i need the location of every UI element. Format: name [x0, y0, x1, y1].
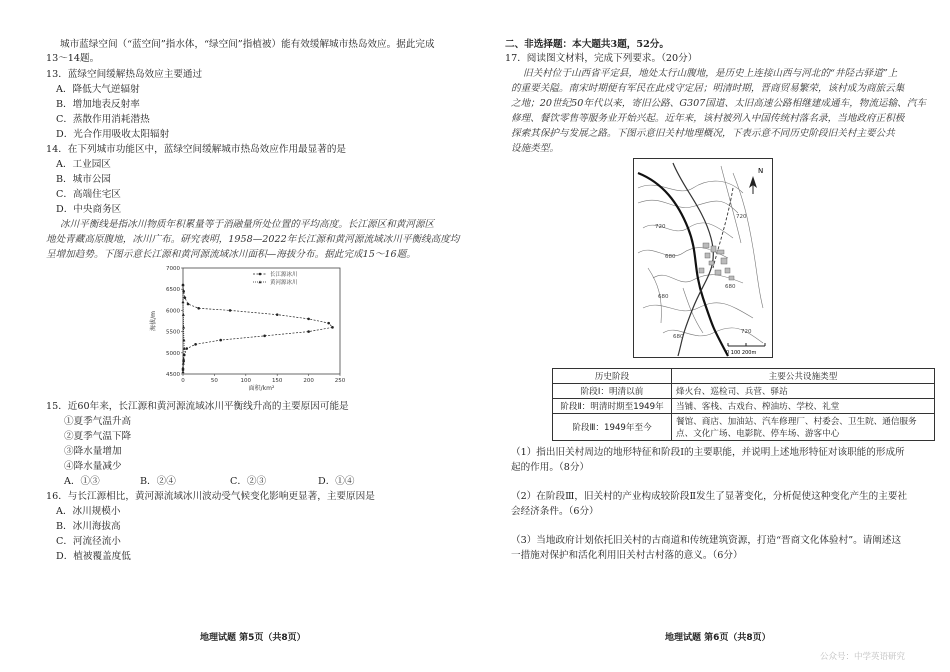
contour-label: 720 — [741, 329, 752, 335]
passage-line: 冰川平衡线是指冰川物质年积累量等于消融量所处位置的平均高度。长江源区和黄河源区 — [60, 219, 435, 230]
y-tick-label: 6500 — [166, 287, 180, 294]
passage-line: 之地；20世纪50年代以来，寄旧公路、G307国道、太旧高速公路相继建成通车，物流运输、汽车 — [511, 98, 926, 109]
q15-item: ③降水量增加 — [64, 446, 122, 457]
q17-sub2: （2）在阶段Ⅲ，旧关村的产业构成较阶段Ⅱ发生了显著变化，分析促使这种变化产生的主要社 — [511, 491, 908, 502]
intro-line: 城市蓝绿空间（“蓝空间”指水体，“绿空间”指植被）能有效缓解城市热岛效应。据此完成 — [60, 39, 435, 50]
watermark: 公众号：中学英语研究 — [820, 652, 906, 662]
contour-label: 720 — [655, 224, 666, 230]
public-facilities-table — [552, 368, 935, 441]
x-axis-label: 面积/km² — [248, 385, 275, 392]
x-tick-label: 200 — [303, 378, 314, 384]
data-point — [182, 300, 185, 303]
data-point — [187, 303, 190, 306]
legend-marker — [259, 273, 262, 276]
q17-sub3: 一措施对保护和活化利用旧关村古村落的意义。（6分） — [511, 550, 743, 561]
contour-label: 680 — [725, 284, 736, 290]
q14-option: B．城市公园 — [56, 174, 112, 185]
data-point — [331, 326, 334, 329]
data-point — [263, 335, 266, 338]
q13-option: C．蒸散作用消耗潜热 — [56, 114, 150, 125]
q15-option: C．②③ — [230, 476, 267, 487]
scale-label: 0 100 200m — [726, 350, 757, 356]
data-point — [182, 358, 185, 361]
glacier-area-elevation-chart — [145, 262, 355, 392]
legend-label: 长江源冰川 — [270, 272, 298, 278]
facilities-cell: 当铺、客栈、古戏台、榨油坊、学校、礼堂 — [672, 399, 935, 414]
data-point — [184, 296, 187, 299]
y-axis-label: 海拔/m — [150, 311, 157, 331]
table-row — [553, 399, 935, 414]
passage-line: 探索其保护与发展之路。下图示意旧关村地理概况，下表示意不同历史阶段旧关村主要公共 — [511, 128, 895, 139]
section-title: 二、非选择题：本大题共3题，52分。 — [505, 39, 669, 50]
data-point — [182, 366, 185, 369]
x-tick-label: 100 — [240, 378, 252, 384]
data-point — [307, 330, 310, 333]
x-tick-label: 150 — [271, 378, 283, 384]
contour-label: 720 — [736, 214, 747, 220]
q13-stem: 13．蓝绿空间缓解热岛效应主要通过 — [46, 69, 203, 80]
q14-option: A．工业园区 — [56, 159, 111, 170]
q14-option: D．中央商务区 — [56, 204, 122, 215]
page-footer: 地理试题 第5页（共8页） — [200, 633, 306, 643]
data-point — [182, 326, 185, 329]
x-tick-label: 50 — [210, 378, 218, 384]
q16-stem: 16．与长江源相比，黄河源流域冰川波动受气候变化影响更显著，主要原因是 — [46, 491, 375, 502]
q15-option: D．①④ — [318, 476, 355, 487]
q15-item: ②夏季气温下降 — [64, 431, 132, 442]
y-tick-label: 5500 — [166, 329, 180, 336]
data-point — [194, 343, 197, 346]
data-point — [327, 322, 330, 325]
jiuguan-village-map — [633, 158, 773, 358]
q13-option: A．降低大气逆辐射 — [56, 84, 140, 95]
passage-line: 旧关村位于山西省平定县，地处太行山腹地，是历史上连接山西与河北的“井陉古驿道”上 — [523, 68, 898, 79]
series-line — [183, 285, 332, 370]
q16-option: C．河流径流小 — [56, 536, 121, 547]
passage-line: 修理、餐饮零售等服务业开始兴起。近年来，该村被列入中国传统村落名录，当地政府正积极 — [511, 113, 905, 124]
passage-line: 的重要关隘。南宋时期便有军民在此戍守定居；明清时期，晋商贸易繁荣，该村成为商旅云集 — [511, 83, 905, 94]
q15-option: B．②④ — [140, 476, 176, 487]
q17-stem: 17．阅读图文材料，完成下列要求。（20分） — [505, 53, 698, 64]
data-point — [307, 318, 310, 321]
facilities-cell: 餐馆、商店、加油站、汽车修理厂、村委会、卫生院、通信服务点、文化广场、电影院、停车场、游客中心 — [672, 414, 935, 441]
q14-option: C．高端住宅区 — [56, 189, 121, 200]
plot-frame — [183, 268, 340, 374]
x-tick-label: 250 — [334, 378, 346, 384]
passage-line: 设施类型。 — [511, 143, 559, 154]
north-label: N — [758, 167, 764, 175]
q13-option: B．增加地表反射率 — [56, 99, 140, 110]
y-tick-label: 5000 — [166, 350, 180, 357]
contour-label: 680 — [658, 294, 669, 300]
stage-cell: 阶段Ⅰ：明清以前 — [553, 384, 672, 399]
passage-line: 呈增加趋势。下图示意长江源和黄河源流域冰川面积—海拔分布。据此完成15～16题。 — [46, 249, 416, 260]
q16-option: A．冰川规模小 — [56, 506, 121, 517]
y-tick-label: 7000 — [166, 266, 180, 272]
q15-option: A．①③ — [64, 476, 100, 487]
stage-cell: 阶段Ⅱ：明清时期至1949年 — [553, 399, 672, 414]
contour-label: 680 — [665, 254, 676, 260]
data-point — [185, 347, 188, 350]
q16-option: D．植被覆盖度低 — [56, 551, 131, 562]
q13-option: D．光合作用吸收太阳辐射 — [56, 129, 170, 140]
data-point — [182, 370, 185, 373]
table-row — [553, 414, 935, 441]
contour-label: 680 — [673, 334, 684, 340]
passage-line: 地处青藏高原腹地，冰川广布。研究表明，1958—2022年长江源和黄河源流域冰川平衡线高度均 — [46, 234, 460, 245]
table-row — [553, 384, 935, 399]
q14-stem: 14．在下列城市功能区中，蓝绿空间缓解城市热岛效应作用最显著的是 — [46, 144, 347, 155]
q17-sub2: 会经济条件。（6分） — [511, 506, 599, 517]
table-header: 主要公共设施类型 — [672, 369, 935, 384]
facilities-cell: 烽火台、巡检司、兵营、驿站 — [672, 384, 935, 399]
y-tick-label: 6000 — [166, 308, 180, 315]
right-page — [475, 0, 950, 672]
data-point — [229, 309, 232, 312]
table-header: 历史阶段 — [553, 369, 672, 384]
stage-cell: 阶段Ⅲ：1949年至今 — [553, 414, 672, 441]
data-point — [276, 313, 279, 316]
q15-item: ④降水量减少 — [64, 461, 122, 472]
data-point — [197, 307, 200, 310]
q17-sub1: 起的作用。（8分） — [511, 462, 590, 473]
data-point — [219, 339, 222, 342]
q17-sub1: （1）指出旧关村周边的地形特征和阶段Ⅰ的主要职能，并说明上述地形特征对该职能的形成所 — [511, 447, 905, 458]
y-tick-label: 4500 — [166, 372, 180, 378]
q15-stem: 15．近60年来，长江源和黄河源流域冰川平衡线升高的主要原因可能是 — [46, 401, 349, 412]
data-point — [182, 313, 185, 316]
q15-item: ①夏季气温升高 — [64, 416, 132, 427]
q17-sub3: （3）当地政府计划依托旧关村的古商道和传统建筑资源，打造“晋商文化体验村”。请阐述这 — [511, 535, 902, 546]
x-tick-label: 0 — [181, 378, 185, 384]
page-footer: 地理试题 第6页（共8页） — [665, 633, 771, 643]
q16-option: B．冰川海拔高 — [56, 521, 121, 532]
legend-label: 黄河源冰川 — [270, 280, 298, 286]
intro-line: 13～14题。 — [46, 53, 100, 64]
